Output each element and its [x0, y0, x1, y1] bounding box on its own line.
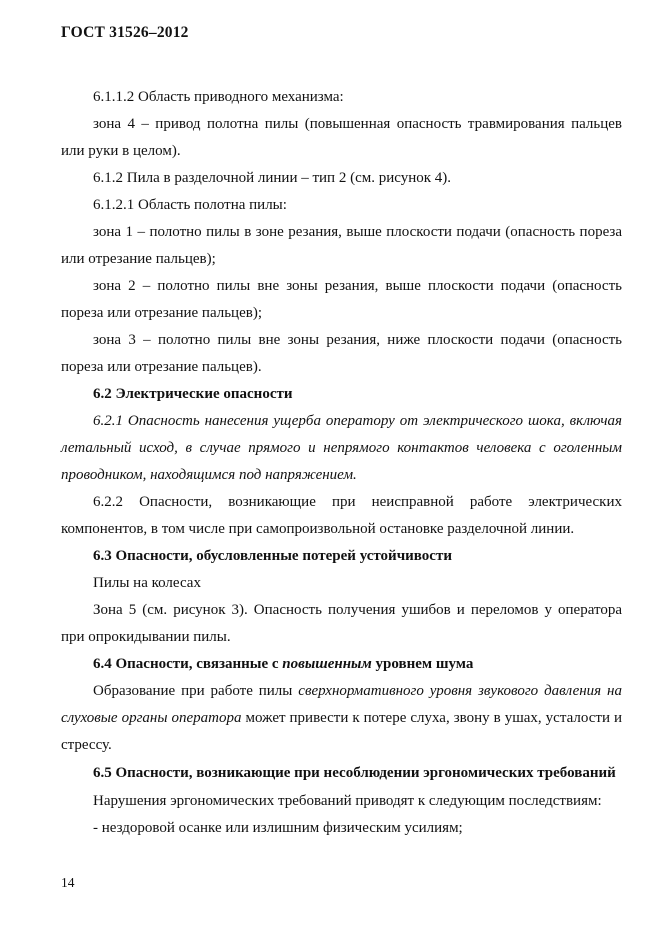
- heading-6-4-emphasis: повышенным: [282, 656, 372, 672]
- list-item-posture: - нездоровой осанке или излишним физическим усилиям;: [93, 820, 463, 836]
- paragraph-ergonomics: Нарушения эргономических требований приводят к следующим последствиям:: [93, 793, 602, 809]
- paragraph-zone-2: зона 2 – полотно пилы вне зоны резания, выше плоскости подачи (опасность пореза или отрезание пальцев);: [61, 278, 622, 321]
- page-number: 14: [61, 875, 75, 890]
- paragraph-6-2-1: 6.2.1 Опасность нанесения ущерба оператору от электрического шока, включая летальный исход, в случае прямого и непрямого контактов человека с оголенным проводником, находящимся под напряжением.: [61, 413, 622, 483]
- paragraph-6-2-2: 6.2.2 Опасности, возникающие при неисправной работе электрических компонентов, в том числе при самопроизвольной остановке разделочной линии.: [61, 494, 622, 537]
- heading-6-5: 6.5 Опасности, возникающие при несоблюдении эргономических требований: [93, 765, 616, 781]
- heading-6-4-part-1: 6.4 Опасности, связанные с: [93, 656, 283, 672]
- paragraph-zone-3: зона 3 – полотно пилы вне зоны резания, ниже плоскости подачи (опасность пореза или отрезание пальцев).: [61, 332, 622, 375]
- paragraph-noise-emphasis: сверхнормативного уровня звукового давления на слуховые органы оператора: [61, 683, 622, 726]
- paragraph-noise: [61, 678, 622, 759]
- document-body: [61, 84, 622, 842]
- paragraph-6-1-1-2: 6.1.1.2 Область приводного механизма:: [93, 89, 344, 105]
- heading-6-4-part-2: уровнем шума: [371, 656, 474, 672]
- heading-6-4: [61, 651, 622, 678]
- paragraph-6-1-2: 6.1.2 Пила в разделочной линии – тип 2 (см. рисунок 4).: [93, 170, 452, 186]
- heading-6-3: 6.3 Опасности, обусловленные потерей устойчивости: [93, 548, 452, 564]
- paragraph-noise-part-1: Образование при работе пилы: [93, 683, 299, 699]
- paragraph-noise-part-2: может привести к потере слуха, звону в ушах, усталости и стрессу.: [61, 710, 623, 753]
- document-header: ГОСТ 31526–2012: [61, 24, 189, 41]
- paragraph-6-1-2-1: 6.1.2.1 Область полотна пилы:: [93, 197, 287, 213]
- paragraph-zone-5: Зона 5 (см. рисунок 3). Опасность получения ушибов и переломов у оператора при опрокидывании пилы.: [61, 602, 622, 645]
- paragraph-wheeled-saws: Пилы на колесах: [93, 575, 201, 591]
- heading-6-2: 6.2 Электрические опасности: [93, 386, 293, 402]
- paragraph-zone-1: зона 1 – полотно пилы в зоне резания, выше плоскости подачи (опасность пореза или отрезание пальцев);: [61, 224, 622, 267]
- paragraph-zone-4: зона 4 – привод полотна пилы (повышенная опасность травмирования пальцев или руки в целом).: [61, 116, 622, 159]
